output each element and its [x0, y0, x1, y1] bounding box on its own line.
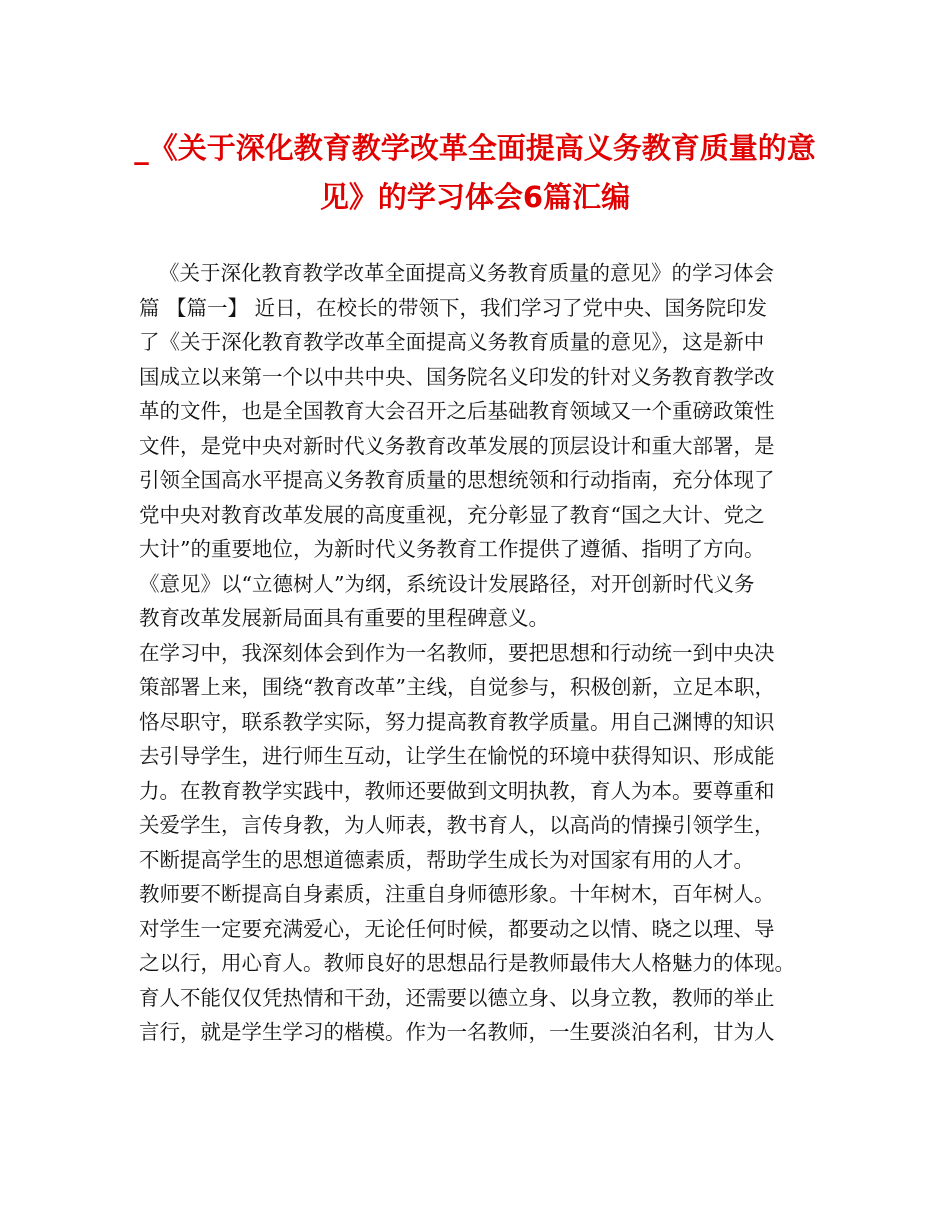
document-title-line-1: _《关于深化教育教学改革全面提高义务教育质量的意 [134, 131, 816, 165]
body-line: 教师要不断提高自身素质，注重自身师德形象。十年树木，百年树人。 [139, 882, 775, 906]
body-line: 教育改革发展新局面具有重要的里程碑意义。 [139, 606, 549, 630]
body-line: 对学生一定要充满爱心，无论任何时候，都要动之以情、晓之以理、导 [139, 917, 775, 941]
body-line: 了《关于深化教育教学改革全面提高义务教育质量的意见》，这是新中 [139, 330, 765, 354]
body-line: 不断提高学生的思想道德素质，帮助学生成长为对国家有用的人才。 [139, 848, 754, 872]
body-line: 去引导学生，进行师生互动，让学生在愉悦的环境中获得知识、形成能 [139, 744, 775, 768]
body-line: 篇 【篇一】 近日，在校长的带领下，我们学习了党中央、国务院印发 [139, 296, 768, 320]
body-line: 在学习中，我深刻体会到作为一名教师，要把思想和行动统一到中央决 [139, 641, 775, 665]
body-line: 革的文件，也是全国教育大会召开之后基础教育领域又一个重磅政策性 [139, 399, 775, 423]
body-line: 《意见》以“立德树人”为纲，系统设计发展路径，对开创新时代义务 [139, 572, 755, 596]
document-title-line-2: 见》的学习体会6篇汇编 [319, 180, 631, 214]
body-line: 策部署上来，围绕“教育改革”主线，自觉参与，积极创新，立足本职， [139, 675, 775, 699]
body-line: 国成立以来第一个以中共中央、国务院名义印发的针对义务教育教学改 [139, 365, 775, 389]
body-line: 文件，是党中央对新时代义务教育改革发展的顶层设计和重大部署，是 [139, 434, 775, 458]
body-line: 党中央对教育改革发展的高度重视，充分彰显了教育“国之大计、党之 [139, 503, 765, 527]
body-line: 《关于深化教育教学改革全面提高义务教育质量的意见》的学习体会 [159, 261, 774, 285]
body-line: 育人不能仅仅凭热情和干劲，还需要以德立身、以身立教，教师的举止 [139, 986, 775, 1010]
body-line: 大计”的重要地位，为新时代义务教育工作提供了遵循、指明了方向。 [139, 537, 765, 561]
body-line: 力。在教育教学实践中，教师还要做到文明执教，育人为本。要尊重和 [139, 779, 775, 803]
body-line: 恪尽职守，联系教学实际，努力提高教育教学质量。用自己渊博的知识 [139, 710, 775, 734]
body-line: 关爱学生，言传身教，为人师表，教书育人，以高尚的情操引领学生， [139, 813, 775, 837]
body-line: 之以行，用心育人。教师良好的思想品行是教师最伟大人格魅力的体现。 [139, 951, 795, 975]
body-line: 言行，就是学生学习的楷模。作为一名教师，一生要淡泊名利，甘为人 [139, 1020, 775, 1044]
body-line: 引领全国高水平提高义务教育质量的思想统领和行动指南，充分体现了 [139, 468, 775, 492]
